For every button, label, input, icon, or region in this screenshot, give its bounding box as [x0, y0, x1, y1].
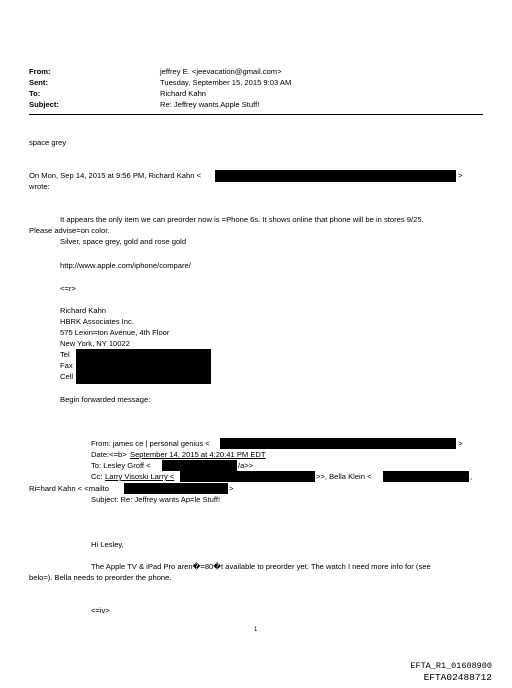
- signature-company: HBRK Associates Inc.: [60, 317, 134, 326]
- message-line: It appears the only item we can preorder now is =Phone 6s. It shows online that phone will be in stores 9/25.: [60, 215, 424, 224]
- forward-to-end: /a>>: [238, 461, 254, 470]
- forward-date-prefix: Date:<=b>: [91, 450, 127, 459]
- page-number: 1: [254, 627, 258, 633]
- to-value: Richard Kahn: [160, 89, 207, 98]
- reply-text: space grey: [29, 138, 67, 147]
- greeting: Hi Lesley,: [91, 540, 124, 549]
- signature-city: New York, NY 10022: [60, 339, 130, 348]
- quote-intro-gt: >: [458, 171, 463, 180]
- forward-date: September 14, 2015 at 4:20:41 PM EDT: [130, 450, 266, 459]
- redaction-box: [162, 460, 237, 471]
- subject-value: Re: Jeffrey wants Apple Stuff!: [160, 100, 260, 109]
- subject-label: Subject:: [29, 100, 59, 109]
- forward-from: From: james ce | personal genius <: [91, 439, 210, 448]
- message-line: Please advise=on color.: [29, 226, 110, 235]
- tag-iv: <=iv>: [91, 606, 110, 615]
- from-label: From:: [29, 67, 51, 76]
- from-value: jeffrey E. <jeevacation@gmail.com>: [160, 67, 282, 76]
- forward-cc-line2: Ri=hard Kahn < <mailto: [29, 484, 109, 493]
- sent-value: Tuesday, September 15, 2015 9:03 AM: [160, 78, 292, 87]
- signature-tel-label: Tel: [60, 350, 70, 359]
- message-line: belo=). Bella needs to preorder the phone.: [29, 573, 172, 582]
- forward-cc-link[interactable]: Larry Visoski Larry <: [105, 472, 175, 481]
- forward-from-gt: >: [458, 439, 463, 448]
- header-divider: [29, 114, 483, 115]
- redaction-box: [220, 438, 456, 449]
- doc-id-secondary: EFTA02488712: [423, 672, 492, 683]
- redaction-box: [76, 349, 211, 384]
- signature-name: Richard Kahn: [60, 306, 107, 315]
- forward-cc-comma: ,: [470, 472, 473, 481]
- forward-to: To: Lesley Groff <: [91, 461, 151, 470]
- forward-cc-prefix: Cc:: [91, 472, 103, 481]
- forward-cc-mid: >>, Bella Klein <: [316, 472, 372, 481]
- signature-cell-label: Cell: [60, 372, 74, 381]
- redaction-box: [124, 483, 228, 494]
- redaction-box: [180, 471, 315, 482]
- signature-fax-label: Fax: [60, 361, 73, 370]
- message-line: The Apple TV & iPad Pro aren�=80�t available to preorder yet. The watch I need more info for (see: [91, 562, 431, 571]
- compare-link[interactable]: http://www.apple.com/iphone/compare/: [60, 261, 191, 270]
- message-line: Silver, space grey, gold and rose gold: [60, 237, 187, 246]
- quote-intro-wrote: wrote:: [29, 182, 50, 191]
- to-label: To:: [29, 89, 41, 98]
- doc-id-primary: EFTA_R1_01608900: [410, 661, 492, 671]
- tag-r: <=r>: [60, 284, 76, 293]
- forward-cc-line2-gt: >: [229, 484, 234, 493]
- forward-intro: Begin forwarded message:: [60, 395, 151, 404]
- sent-label: Sent:: [29, 78, 48, 87]
- redaction-box: [215, 170, 456, 182]
- signature-address: 575 Lexin=ton Avenue, 4th Floor: [60, 328, 170, 337]
- quote-intro: On Mon, Sep 14, 2015 at 9:56 PM, Richard Kahn <: [29, 171, 202, 180]
- redaction-box: [383, 471, 469, 482]
- forward-subject: Subject: Re: Jeffrey wants Ap=le Stuff!: [91, 495, 221, 504]
